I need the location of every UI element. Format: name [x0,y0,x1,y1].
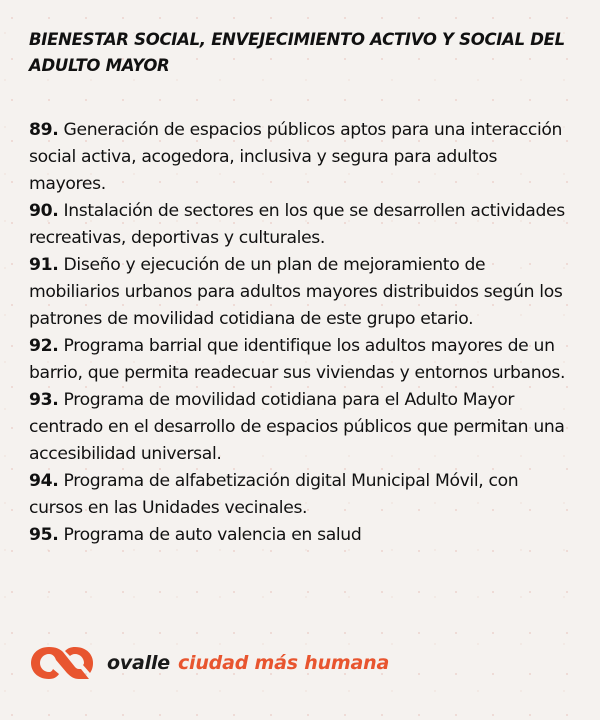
brand-tagline: ciudad más humana [177,652,390,674]
list-item [29,117,577,198]
item-text: Instalación de sectores en los que se desarrollen actividades recreativas, deportivas y culturales. [29,201,565,248]
list-item [29,333,577,387]
item-number: 91. [29,255,59,275]
item-number: 93. [29,390,59,410]
list-item [29,252,577,333]
item-text: Diseño y ejecución de un plan de mejoramiento de mobiliarios urbanos para adultos mayores distribuidos según los patrones de movilidad cotidiana de este grupo etario. [29,255,563,329]
list-item [29,387,577,468]
item-text: Programa de movilidad cotidiana para el Adulto Mayor centrado en el desarrollo de espacios públicos que permitan una accesibilidad universal. [29,390,565,464]
item-text: Generación de espacios públicos aptos para una interacción social activa, acogedora, inclusiva y segura para adultos mayores. [29,120,563,194]
item-number: 95. [29,525,59,545]
item-number: 94. [29,471,59,491]
proposal-list [29,117,577,549]
footer-branding [29,643,389,683]
item-text: Programa de alfabetización digital Municipal Móvil, con cursos en las Unidades vecinales. [29,471,519,518]
item-number: 92. [29,336,59,356]
brand-wordmark [107,652,389,674]
list-item [29,468,577,522]
item-number: 90. [29,201,59,221]
list-item [29,522,577,549]
brand-name: ovalle [107,652,170,674]
item-number: 89. [29,120,59,140]
ovalle-logo-icon [29,643,95,683]
list-item [29,198,577,252]
item-text: Programa de auto valencia en salud [63,525,362,545]
item-text: Programa barrial que identifique los adultos mayores de un barrio, que permita readecuar sus viviendas y entornos urbanos. [29,336,566,383]
section-heading: BIENESTAR SOCIAL, ENVEJECIMIENTO ACTIVO Y SOCIAL DEL ADULTO MAYOR [29,30,565,75]
